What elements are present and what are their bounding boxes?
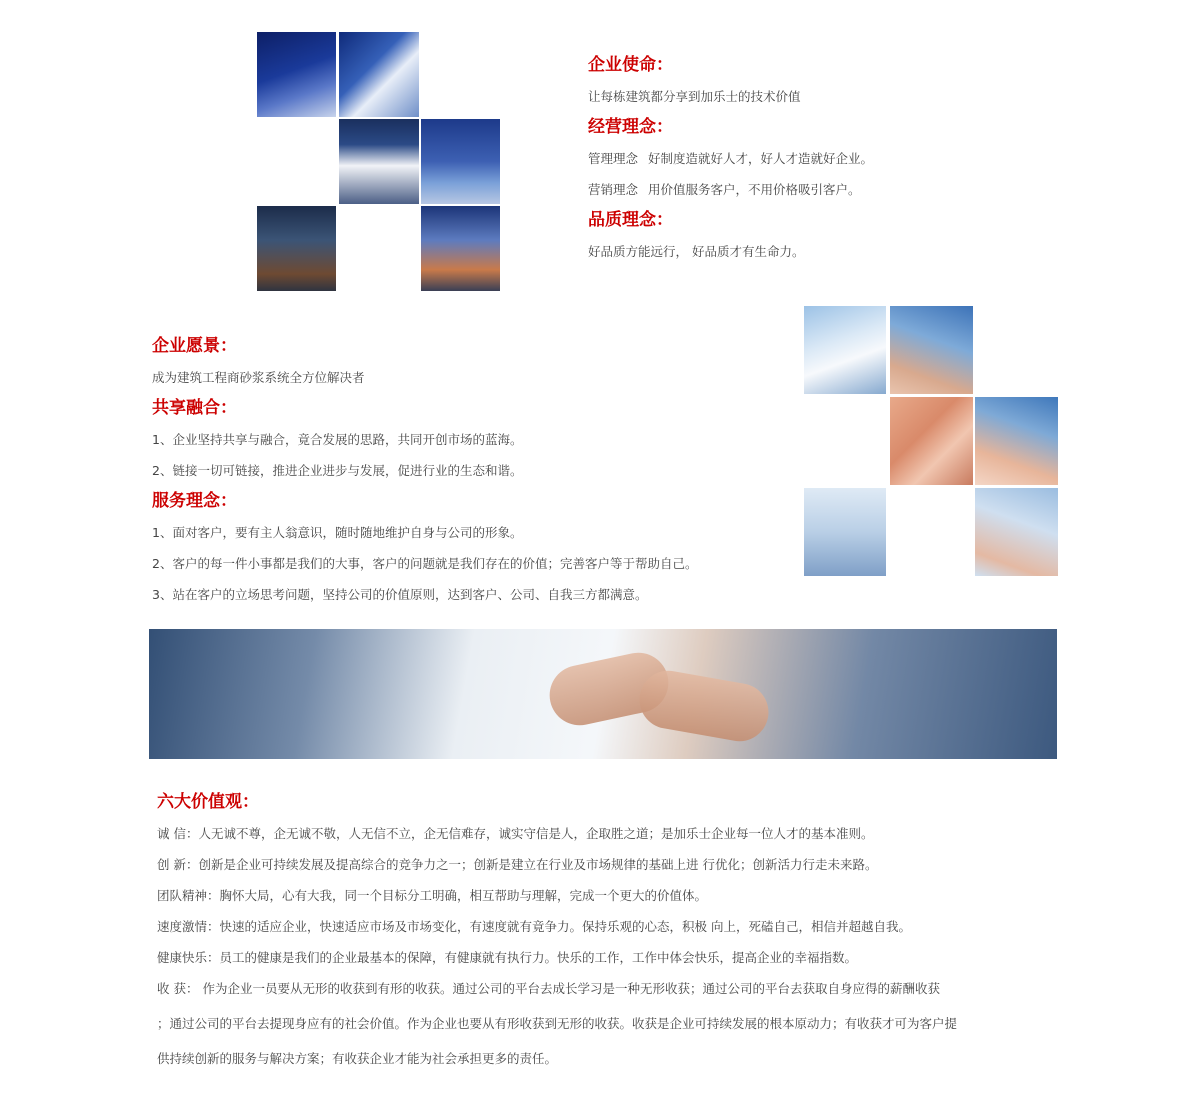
hands-photo-tile: [804, 306, 886, 394]
mission-text: 让每栋建筑都分享到加乐士的技术价值: [588, 89, 801, 104]
vision-heading: 企业愿景：: [152, 336, 237, 356]
marketing-philosophy-text: 用价值服务客户，不用价格吸引客户。: [648, 182, 861, 197]
share-item: 1、企业坚持共享与融合，竟合发展的思路，共同开创市场的蓝海。: [152, 432, 523, 447]
service-heading: 服务理念：: [152, 491, 237, 511]
value-line: ；通过公司的平台去提现身应有的社会价值。作为企业也要从有形收获到无形的收获。收获是企业可持续发展的根本原动力；有收获才可为客户提: [157, 1016, 958, 1031]
quality-text: 好品质方能远行， 好品质才有生命力。: [588, 244, 805, 259]
hands-photo-tile: [890, 306, 973, 394]
hands-photo-tile: [975, 488, 1058, 576]
value-line: 团队精神：胸怀大局，心有大我，同一个目标分工明确，相互帮助与理解，完成一个更大的价值体。: [157, 888, 708, 903]
building-photo-tile: [257, 32, 336, 117]
building-photo-tile: [421, 206, 500, 291]
vision-text: 成为建筑工程商砂浆系统全方位解决者: [152, 370, 365, 385]
handshake-banner: [149, 629, 1057, 759]
value-line: 供持续创新的服务与解决方案；有收获企业才能为社会承担更多的责任。: [157, 1051, 558, 1066]
management-philosophy-label: 管理理念: [588, 151, 639, 166]
value-line: 诚 信：人无诚不尊，企无诚不敬，人无信不立，企无信难存，诚实守信是人，企取胜之道；是加乐士企业每一位人才的基本准则。: [157, 826, 874, 841]
hands-photo-tile: [975, 397, 1058, 485]
management-philosophy-line: [588, 150, 873, 168]
value-line: 收 获： 作为企业一员要从无形的收获到有形的收获。通过公司的平台去成长学习是一种无形收获；通过公司的平台去获取自身应得的薪酬收获: [157, 981, 940, 996]
banner-hand-shape: [635, 666, 773, 746]
philosophy-heading: 经营理念：: [588, 117, 673, 137]
management-philosophy-text: 好制度造就好人才，好人才造就好企业。: [648, 151, 874, 166]
hands-photo-tile: [804, 488, 886, 576]
quality-heading: 品质理念：: [588, 210, 673, 230]
building-photo-tile: [421, 119, 500, 204]
values-heading: 六大价值观：: [157, 792, 259, 812]
mission-heading: 企业使命：: [588, 55, 673, 75]
service-item: 1、面对客户，要有主人翁意识，随时随地维护自身与公司的形象。: [152, 525, 523, 540]
service-item: 3、站在客户的立场思考问题，坚持公司的价值原则，达到客户、公司、自我三方都满意。: [152, 587, 648, 602]
marketing-philosophy-line: [588, 181, 861, 199]
marketing-philosophy-label: 营销理念: [588, 182, 639, 197]
share-item: 2、链接一切可链接，推进企业进步与发展，促进行业的生态和谐。: [152, 463, 523, 478]
share-heading: 共享融合：: [152, 398, 237, 418]
building-photo-tile: [257, 206, 336, 291]
hands-photo-tile: [890, 397, 973, 485]
value-line: 速度激情：快速的适应企业，快速适应市场及市场变化，有速度就有竟争力。保持乐观的心态，积极 向上，死磕自己，相信并超越自我。: [157, 919, 911, 934]
building-photo-tile: [339, 119, 419, 204]
building-photo-tile: [339, 32, 419, 117]
value-line: 健康快乐：员工的健康是我们的企业最基本的保障，有健康就有执行力。快乐的工作，工作中体会快乐，提高企业的幸福指数。: [157, 950, 858, 965]
service-item: 2、客户的每一件小事都是我们的大事，客户的问题就是我们存在的价值；完善客户等于帮助自己。: [152, 556, 698, 571]
value-line: 创 新：创新是企业可持续发展及提高综合的竞争力之一；创新是建立在行业及市场规律的基础上进 行优化；创新活力行走未来路。: [157, 857, 878, 872]
